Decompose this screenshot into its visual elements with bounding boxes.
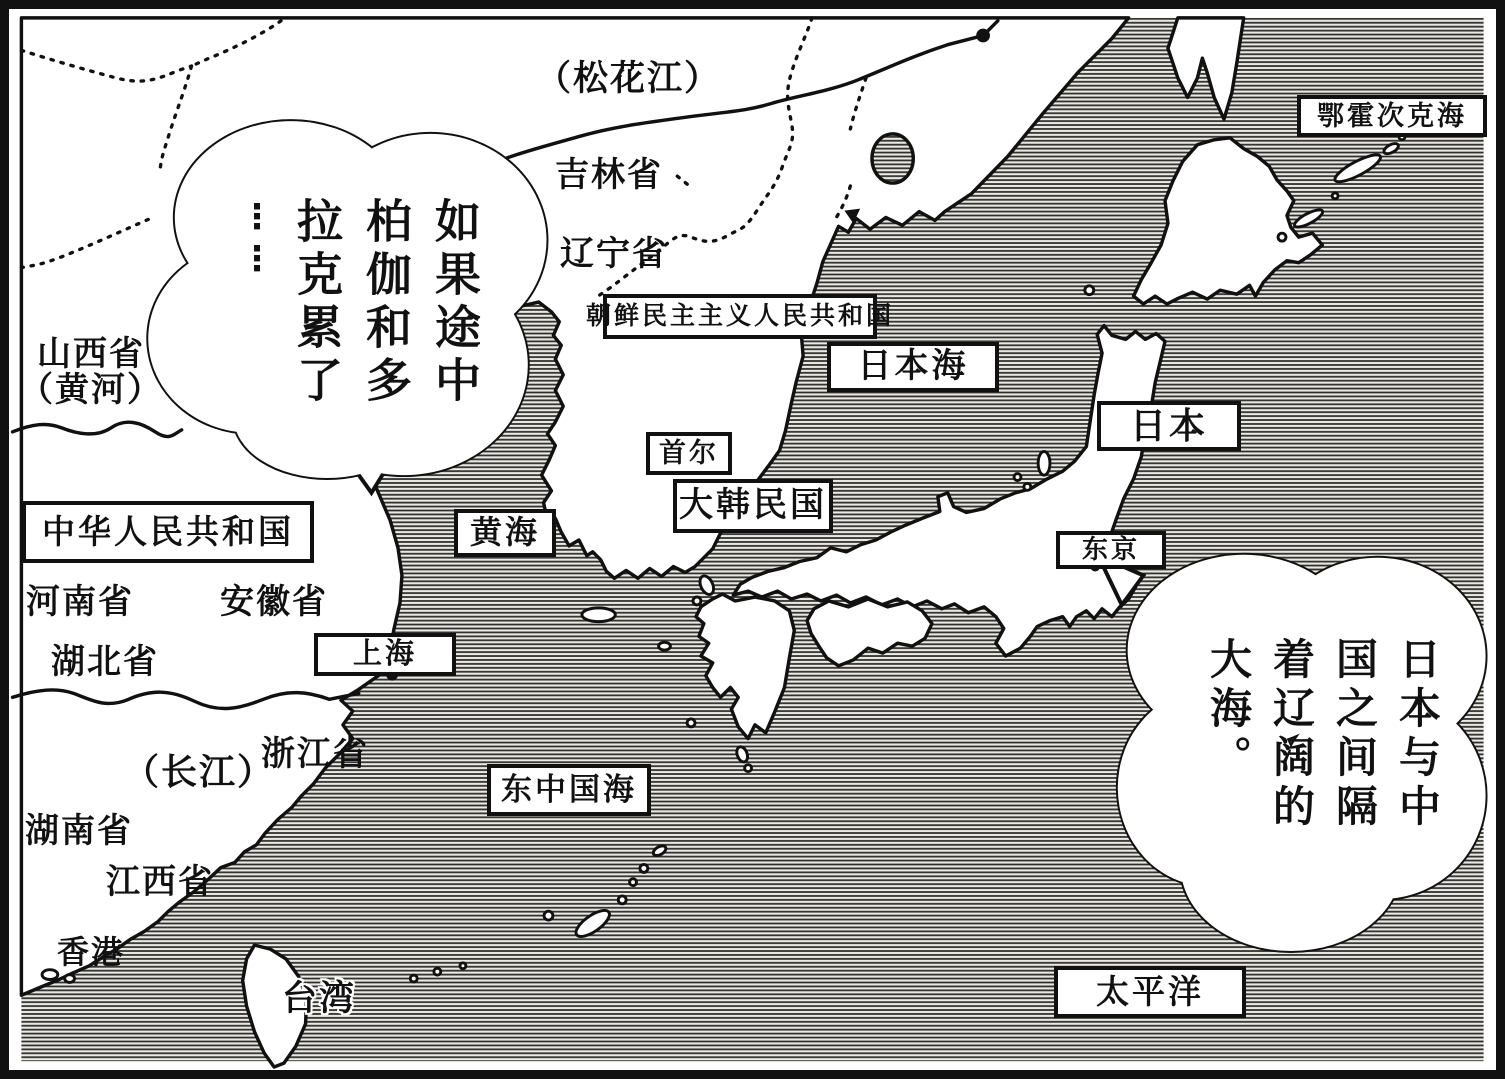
bubble-left-line: 如果途中 bbox=[429, 197, 481, 409]
yellow-river-label: （黄河） bbox=[19, 371, 163, 409]
shanxi-province-label: 山西省 bbox=[37, 335, 145, 373]
lake-khanka bbox=[872, 134, 913, 183]
okhotsk-sea-label: 鄂霍次克海 bbox=[1297, 95, 1487, 137]
liaoning-province-label: 辽宁省 bbox=[560, 235, 668, 273]
tokyo-label: 东京 bbox=[1056, 531, 1166, 569]
jilin-province-label: 吉林省 bbox=[555, 156, 663, 194]
bubble-left-line: 柏伽和多 bbox=[360, 197, 412, 409]
south-korea-label: 大韩民国 bbox=[673, 479, 833, 533]
henan-province-label: 河南省 bbox=[26, 583, 134, 621]
bubble-left-ellipsis: ⋮⋮ bbox=[238, 197, 276, 281]
bubble-right-line: 日本与中 bbox=[1394, 637, 1441, 833]
taiwan-label: 台湾 bbox=[282, 979, 357, 1018]
zhejiang-province-label: 浙江省 bbox=[261, 735, 369, 773]
sea-of-japan-label: 日本海 bbox=[827, 342, 999, 392]
river-junction-dot bbox=[976, 29, 990, 43]
speech-bubble-left-text bbox=[179, 197, 489, 477]
hong-kong-label: 香港 bbox=[57, 934, 126, 970]
bubble-right-line: 国之间隔 bbox=[1331, 637, 1378, 833]
east-china-sea-label: 东中国海 bbox=[487, 764, 651, 816]
yangtze-river-label: （长江） bbox=[123, 751, 276, 792]
jiangxi-province-label: 江西省 bbox=[106, 863, 214, 901]
anhui-province-label: 安徽省 bbox=[220, 583, 328, 621]
bubble-right-line: 大海。 bbox=[1205, 637, 1252, 784]
yellow-sea-label: 黄海 bbox=[454, 509, 556, 557]
bubble-left-line: 拉克累了 bbox=[291, 197, 343, 409]
speech-bubble-right-text bbox=[1167, 637, 1449, 927]
bubble-right-line: 着辽阔的 bbox=[1268, 637, 1315, 833]
japan-label: 日本 bbox=[1097, 401, 1241, 451]
seoul-label: 首尔 bbox=[646, 432, 732, 475]
dprk-label: 朝鲜民主主义人民共和国 bbox=[603, 294, 877, 339]
hunan-province-label: 湖南省 bbox=[25, 812, 133, 850]
prc-label: 中华人民共和国 bbox=[22, 501, 314, 563]
pacific-ocean-label: 太平洋 bbox=[1054, 966, 1246, 1018]
shanghai-label: 上海 bbox=[314, 633, 456, 676]
hubei-province-label: 湖北省 bbox=[51, 643, 159, 681]
songhua-river-label: （松花江） bbox=[536, 59, 722, 98]
